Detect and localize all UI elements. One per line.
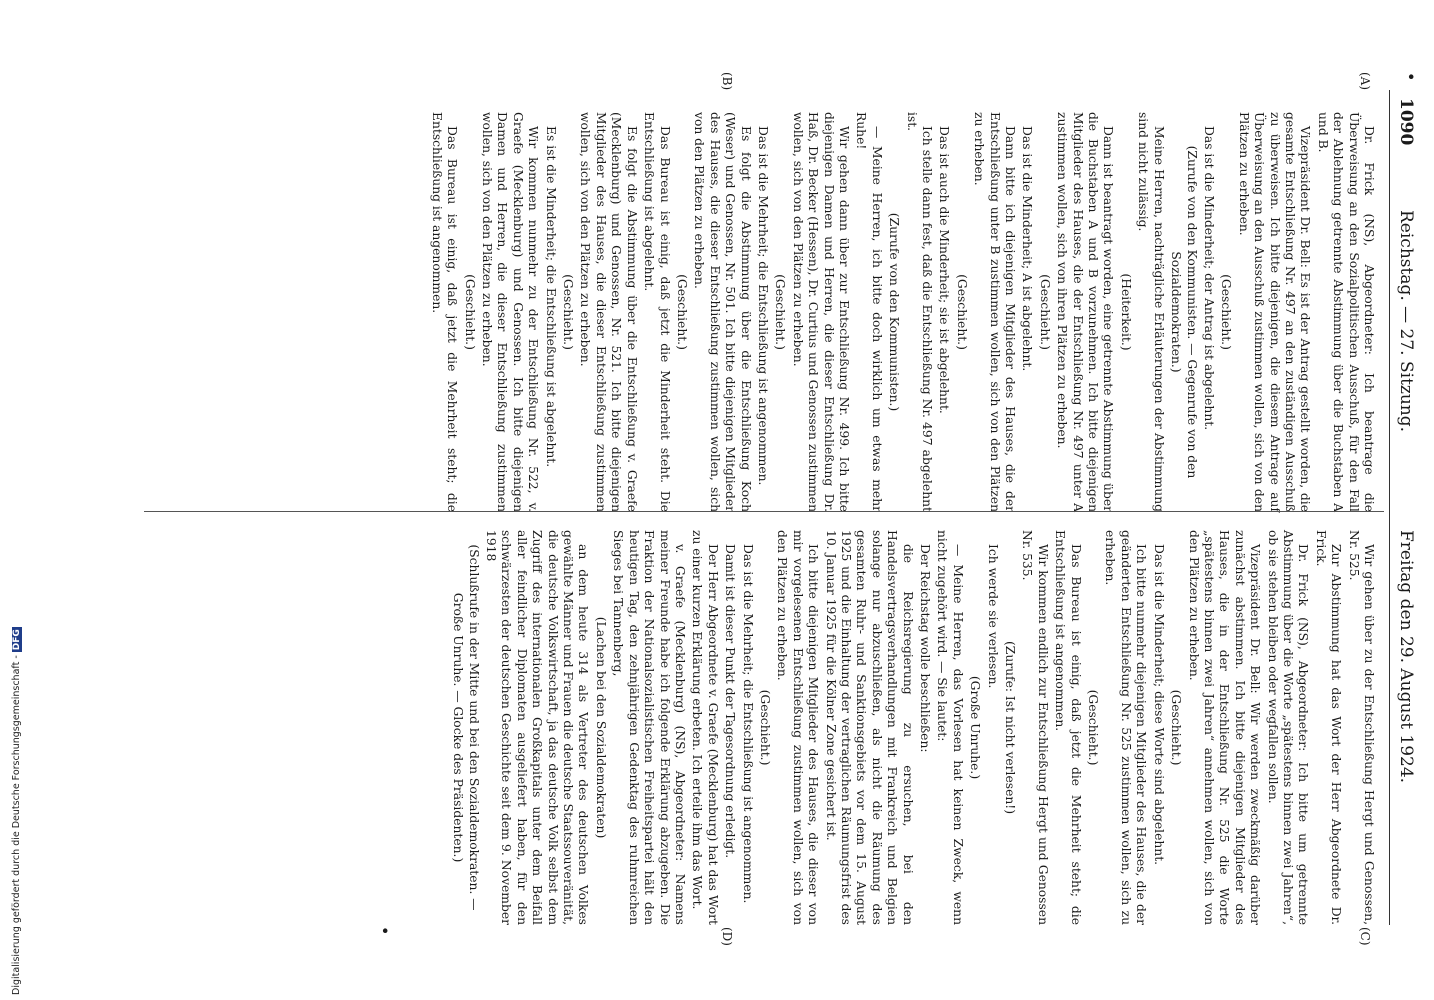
paragraph: Vizepräsident Dr. Bell: Es ist der Antrag gestellt worden, die gesamte Entschließung Nr. 497 an den zuständigen Ausschuß zu überweisen. Ich bitte diejenigen, die diesem Antrage auf Überweisung an den Ausschuß zustimmen wollen, sich von den Plätzen zu erheben. <box>1236 112 1313 512</box>
paragraph: Das Bureau ist einig, daß jetzt die Mehrheit steht; die Entschließung ist angenommen. <box>1053 530 1083 925</box>
page-header <box>1386 60 1416 940</box>
dfg-logo: DFG <box>12 629 22 651</box>
right-text-column <box>448 530 1376 925</box>
margin-marker-d: (D) <box>720 927 734 946</box>
paragraph: (Lachen bei den Sozialdemokraten) <box>593 616 608 839</box>
paragraph: Das ist die Minderheit; der Antrag ist abgelehnt. <box>1201 126 1216 431</box>
paragraph: Das ist die Mehrheit; die Entschließung ist angenommen. <box>755 126 770 486</box>
paragraph: Ich stelle dann fest, daß die Entschließung Nr. 497 abgelehnt ist. <box>904 112 935 512</box>
paragraph: Dr. Frick (NS), Abgeordneter: Ich bitte um getrennte Abstimmung über die Worte „spätestens binnen zwei Jahren“, ob sie stehen bleiben oder wegfallen sollen. <box>1265 530 1311 925</box>
digitization-note <box>0 0 22 1000</box>
paragraph: Das Bureau ist einig, daß jetzt die Minderheit steht. Die Entschließung ist abgelehnt. <box>642 112 672 512</box>
bullet-mark: • <box>375 926 394 936</box>
paragraph: (Geschieht.) <box>954 274 969 350</box>
paragraph: (Geschieht.) <box>773 274 788 350</box>
paragraph: (Geschieht.) <box>561 274 576 350</box>
paragraph: Ich bitte nunmehr diejenigen Mitglieder des Hauses, die der geänderten Entschließung Nr. 525 zustimmen wollen, sich zu erheben. <box>1103 530 1149 925</box>
paragraph: (Zurufe: Ist nicht verlesen!) <box>1003 640 1018 815</box>
paragraph: Der Herr Abgeordnete v. Graefe (Mecklenburg) hat das Wort zu einer kurzen Erklärung erbeten. Ich erteile ihm das Wort. <box>690 530 720 925</box>
paragraph: v. Graefe (Mecklenburg) (NS), Abgeordneter: Namens meiner Freunde habe ich folgende Erklärung abzugeben. Die Fraktion der Nationalsozialistischen Freiheitspartei hält den heutigen Tag, den zehnjährigen Gedenktag des ruhmreichen Sieges bei Tannenberg, <box>611 530 687 925</box>
paragraph: (Schlußrufe in der Mitte und bei den Sozialdemokraten. — Große Unruhe. — Glocke des Präsidenten.) <box>451 544 481 911</box>
paragraph: (Geschieht.) <box>1219 274 1234 350</box>
paragraph: (Geschieht.) <box>674 274 689 350</box>
paragraph: Meine Herren, nachträgliche Erläuterungen der Abstimmung sind nicht zulässig. <box>1136 112 1166 512</box>
paragraph: Das ist die Minderheit; A ist abgelehnt. <box>1020 126 1035 372</box>
paragraph: Das Bureau ist einig, daß jetzt die Mehrheit steht; die Entschließung ist angenommen. <box>429 112 460 512</box>
column-divider <box>144 511 1384 512</box>
paragraph: (Geschieht.) <box>462 274 477 350</box>
paragraph: Dann bitte ich diejenigen Mitglieder des Hauses, die der Entschließung unter B zustimmen wollen, sich von den Plätzen zu erheben. <box>972 112 1018 512</box>
paragraph: an dem heute 314 als Vertreter des deutschen Volkes gewählte Männer und Frauen die deutsche Staatssouveränität, die deutsche Volkswirtschaft, ja das deutsche Volk selbst dem Zugriff des internationalen Großkapitals unter dem Beifall aller feindlicher Diplomaten ausgeliefert haben, für den schwärzesten der deutschen Geschichte seit dem 9. November 1918 <box>484 530 591 925</box>
paragraph: Ich bitte diejenigen Mitglieder des Hauses, die dieser von mir vorgelesenen Entschließung zustimmen wollen, sich von den Plätzen zu erheben. <box>775 530 821 925</box>
margin-marker-b: (B) <box>720 72 734 91</box>
paragraph: (Zurufe von den Kommunisten.) <box>887 212 902 412</box>
page-number: 1090 <box>1396 98 1416 146</box>
paragraph: Es folgt die Abstimmung über die Entschließung Koch (Weser) und Genossen, Nr. 501. Ich bitte diejenigen Mitglieder des Hauses, die dieser Entschließung zustimmen wollen, sich von den Plätzen zu erheben. <box>692 112 753 512</box>
paragraph: (Zurufe von den Kommunisten. — Gegenrufe von den Sozialdemokraten.) <box>1169 145 1199 479</box>
paragraph: die Reichsregierung zu ersuchen, bei den Handelsvertragsverhandlungen mit Frankreich und Belgien solange nur abzuschließen, als nicht die Räumung des gesamten Ruhr- und Sanktionsgebiets vor dem 15. August 1925 und die Einhaltung der vertraglichen Räumungsfrist des 10. Januar 1925 für die Kölner Zone gesichert ist. <box>823 530 915 925</box>
paragraph: (Geschieht.) <box>1037 274 1052 350</box>
paragraph: (Heiterkeit.) <box>1118 273 1133 351</box>
margin-marker-c: (C) <box>1358 927 1372 946</box>
paragraph: Es folgt die Abstimmung über die Entschließung v. Graefe (Mecklenburg) und Genossen, Nr. 521. Ich bitte diejenigen Mitglieder des Hauses, die dieser Entschließung zustimmen wollen, sich von den Plätzen zu erheben. <box>578 112 639 512</box>
paragraph: Das ist auch die Minderheit; sie ist abgelehnt. <box>937 126 952 414</box>
paragraph: Ich werde sie verlesen. <box>985 544 1000 689</box>
paragraph: Das ist die Minderheit; diese Worte sind abgelehnt. <box>1151 544 1166 866</box>
session-date: Freitag den 29. August 1924. <box>1396 530 1416 784</box>
paragraph: (Große Unruhe.) <box>968 675 983 780</box>
paragraph: Dr. Frick (NS), Abgeordneter: Ich beantrage die Überweisung an den Sozialpolitischen Ausschuß, für den Fall der Ablehnung getrennte Abstimmung über die Buchstaben A und B. <box>1315 112 1376 512</box>
paragraph: Wir kommen endlich zur Entschließung Hergt und Genossen Nr. 535. <box>1020 530 1050 925</box>
left-text-column <box>426 112 1376 512</box>
scanned-page <box>114 60 1434 946</box>
paragraph: (Geschieht.) <box>757 689 772 766</box>
margin-marker-a: (A) <box>1358 72 1372 91</box>
paragraph: Wir gehen über zu der Entschließung Hergt und Genossen, Nr. 525. <box>1346 530 1376 925</box>
paragraph: Vizepräsident Dr. Bell: Wir werden zweckmäßig darüber zunächst abstimmen. Ich bitte diejenigen Mitglieder des Hauses, die in der Entschließung Nr. 525 die Worte „spätestens binnen zwei Jahren“ annehmen wollen, sich von den Plätzen zu erheben. <box>1186 530 1263 925</box>
paragraph: — Meine Herren, das Vorlesen hat keinen Zweck, wenn nicht zugehört wird. — Sie lautet: <box>935 530 965 925</box>
bullet-mark: • <box>1401 72 1420 82</box>
digitization-caption <box>11 627 22 995</box>
paragraph: Es ist die Minderheit; die Entschließung ist abgelehnt. <box>543 126 558 468</box>
paragraph: Damit ist dieser Punkt der Tagesordnung erledigt. <box>723 544 738 859</box>
paragraph: (Geschieht.) <box>1169 689 1184 766</box>
paragraph: Das ist die Mehrheit; die Entschließung ist angenommen. <box>740 544 755 904</box>
paragraph: Wir kommen nunmehr zu der Entschließung Nr. 522, v. Graefe (Mecklenburg) und Genossen. Ich bitte diejenigen Damen und Herren, die dieser Entschließung zustimmen wollen, sich von den Plätzen zu erheben. <box>480 112 541 512</box>
paragraph: Der Reichstag wolle beschließen: <box>918 544 933 753</box>
paragraph: Dann ist beantragt worden, eine getrennte Abstimmung über die Buchstaben A und B vorzunehmen. Ich bitte diejenigen Mitglieder des Hauses, die der Entschließung Nr. 497 unter A zustimmen wollen, sich von ihren Plätzen zu erheben. <box>1055 112 1116 512</box>
paragraph: Wir gehen dann über zur Entschließung Nr. 499. Ich bitte diejenigen Damen und Herren, die dieser Entschließung Dr. Haß, Dr. Becker (Hessen), Dr. Curtius und Genossen zustimmen wollen, sich von den Plätzen zu erheben. <box>790 112 851 512</box>
header-rule <box>1389 90 1390 925</box>
page-title: Reichstag. — 27. Sitzung. <box>1396 210 1416 433</box>
funding-caption-text: Digitalisierung gefördert durch die Deutsche Forschungsgemeinschaft - <box>11 655 22 995</box>
paragraph: Zur Abstimmung hat das Wort der Herr Abgeordnete Dr. Frick. <box>1313 530 1344 925</box>
paragraph: — Meine Herren, ich bitte doch wirklich um etwas mehr Ruhe! <box>854 112 884 512</box>
paragraph: (Geschieht.) <box>1086 689 1101 766</box>
